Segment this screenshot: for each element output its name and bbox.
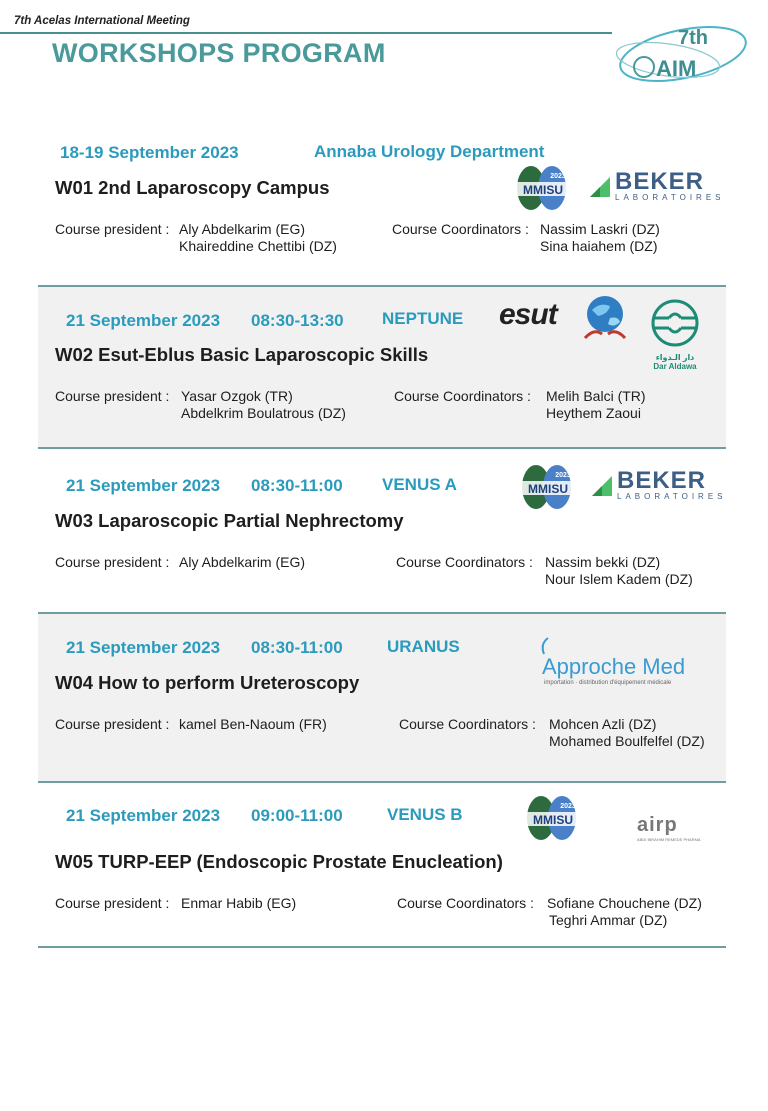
w02-venue: NEPTUNE [382,309,464,328]
mmisu-year: 2023 [560,803,576,810]
beker-sub: LABORATOIRES [617,492,727,501]
w05-venue: VENUS B [387,805,463,824]
mmisu-text: MMISU [533,813,573,827]
approche-swoosh-icon [538,636,550,656]
w05-time: 09:00-11:00 [251,806,343,825]
w05-coordinator-2: Teghri Ammar (DZ) [549,912,668,928]
dar-aldawa-arabic: دار الـدواء [655,353,695,362]
divider-2 [38,447,726,449]
w03-president-label: Course president : [55,554,170,570]
w04-coordinator-1: Mohcen Azli (DZ) [549,716,657,732]
divider-5 [38,946,726,948]
beker-logo [588,168,725,202]
mmisu-text: MMISU [528,482,568,496]
w05-coordinator-1: Sofiane Chouchene (DZ) [547,895,702,911]
meeting-name: 7th Acelas International Meeting [14,15,190,27]
w04-title: W04 How to perform Ureteroscopy [55,672,360,693]
beker-logo [590,467,727,501]
beker-mark-icon [590,474,614,498]
airp-logo [637,814,707,842]
header-divider [0,32,612,34]
w01-title: W01 2nd Laparoscopy Campus [55,177,330,198]
dar-aldawa-mark-icon [645,298,705,348]
logo-text-top: 7th [678,27,708,49]
w03-coordinator-1: Nassim bekki (DZ) [545,554,661,570]
w03-coordinators-label: Course Coordinators : [396,554,533,570]
w02-coordinator-2: Heythem Zaoui [546,405,641,421]
eblus-globe-icon [580,294,630,346]
mmisu-logo-icon [514,164,572,214]
w01-president-label: Course president : [55,221,170,237]
w01-coordinators-label: Course Coordinators : [392,221,529,237]
logo-text-bottom: AIM [656,56,697,81]
w04-president-label: Course president : [55,716,170,732]
divider-4 [38,781,726,783]
beker-name: BEKER [617,467,707,494]
w01-venue: Annaba Urology Department [314,142,545,161]
dar-aldawa-logo [645,298,705,371]
approche-sub: importation · distribution d'équipement médicale [544,680,672,686]
mmisu-logo-icon [519,463,577,513]
esut-logo: esut [499,298,557,331]
w03-venue: VENUS A [382,475,457,494]
beker-name: BEKER [615,168,705,195]
approche-name: Approche Med [542,654,686,679]
w02-president-2: Abdelkrim Boulatrous (DZ) [181,405,346,421]
w02-president-label: Course president : [55,388,170,404]
w04-coordinator-2: Mohamed Boulfelfel (DZ) [549,733,705,749]
approche-med-logo [536,636,706,686]
w05-president-label: Course president : [55,895,170,911]
w03-title: W03 Laparoscopic Partial Nephrectomy [55,510,404,531]
w05-title: W05 TURP-EEP (Endoscopic Prostate Enucleation) [55,851,503,872]
w02-coordinators-label: Course Coordinators : [394,388,531,404]
mmisu-logo-icon [524,794,582,844]
w03-time: 08:30-11:00 [251,476,343,495]
w02-date: 21 September 2023 [66,311,221,330]
w01-coordinator-1: Nassim Laskri (DZ) [540,221,660,237]
w02-coordinator-1: Melih Balci (TR) [546,388,646,404]
w02-time: 08:30-13:30 [251,311,344,330]
w01-president-1: Aly Abdelkarim (EG) [179,221,306,237]
airp-name: airp [637,814,678,836]
w01-coordinator-2: Sina haiahem (DZ) [540,238,658,254]
mmisu-year: 2023 [550,173,566,180]
w02-president-1: Yasar Ozgok (TR) [181,388,293,404]
mmisu-year: 2023 [555,472,571,479]
w05-president-1: Enmar Habib (EG) [181,895,297,911]
w01-date: 18-19 September 2023 [60,143,239,162]
w04-time: 08:30-11:00 [251,638,343,657]
w05-date: 21 September 2023 [66,806,221,825]
w02-title: W02 Esut-Eblus Basic Laparoscopic Skills [55,344,429,365]
w03-president-1: Aly Abdelkarim (EG) [179,554,306,570]
w04-president-1: kamel Ben-Naoum (FR) [179,716,327,732]
mmisu-text: MMISU [523,183,563,197]
w04-date: 21 September 2023 [66,638,221,657]
w04-venue: URANUS [387,637,460,656]
beker-mark-icon [588,175,612,199]
w05-coordinators-label: Course Coordinators : [397,895,534,911]
w03-date: 21 September 2023 [66,476,221,495]
beker-sub: LABORATOIRES [615,193,725,202]
dar-aldawa-name: Dar Aldawa [653,362,697,371]
airp-sub: ABDI IBRAHIM REMEDE PHARMA [637,837,701,842]
page-title: WORKSHOPS PROGRAM [52,38,386,68]
w03-coordinator-2: Nour Islem Kadem (DZ) [545,571,693,587]
w04-coordinators-label: Course Coordinators : [399,716,536,732]
w01-president-2: Khaireddine Chettibi (DZ) [179,238,337,254]
aim-logo-icon [608,12,750,92]
